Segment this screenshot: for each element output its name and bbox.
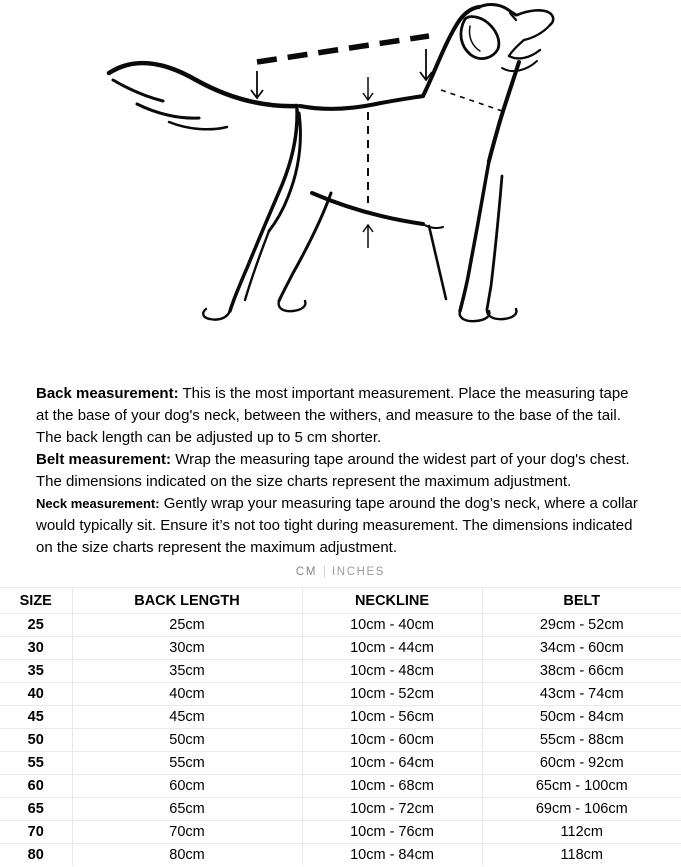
table-cell: 25 [0, 614, 72, 637]
measurement-instructions [36, 383, 645, 559]
measurement-paragraph [36, 493, 645, 559]
table-cell: 60cm [72, 775, 302, 798]
table-cell: 10cm - 68cm [302, 775, 482, 798]
neck-dashed-line [441, 90, 505, 112]
table-cell: 10cm - 76cm [302, 821, 482, 844]
table-cell: 29cm - 52cm [482, 614, 681, 637]
table-cell: 38cm - 66cm [482, 660, 681, 683]
table-cell: 55 [0, 752, 72, 775]
table-cell: 65 [0, 798, 72, 821]
table-cell: 10cm - 44cm [302, 637, 482, 660]
table-row [0, 637, 681, 660]
table-cell: 40 [0, 683, 72, 706]
measurement-text: Gently wrap your measuring tape around the dog’s neck, where a collar would typically sit. Ensure it’s not too tight during measurement. The dimensions indicated on the size charts represent the maximum adjustment. [36, 495, 638, 556]
size-chart-table [0, 587, 681, 866]
table-cell: 10cm - 84cm [302, 844, 482, 867]
table-cell: 45 [0, 706, 72, 729]
measurement-label: Belt measurement: [36, 451, 172, 468]
column-header: SIZE [0, 588, 72, 614]
table-cell: 10cm - 52cm [302, 683, 482, 706]
table-row [0, 660, 681, 683]
measurement-text: Wrap the measuring tape around the widest part of your dog's chest. The dimensions indicated on the size charts represent the maximum adjustment. [36, 451, 630, 490]
belt-bottom-arrow-icon [363, 225, 373, 248]
table-cell: 55cm - 88cm [482, 729, 681, 752]
table-cell: 10cm - 48cm [302, 660, 482, 683]
belt-top-arrow-icon [363, 77, 373, 100]
table-row [0, 752, 681, 775]
size-chart-body [0, 614, 681, 867]
dog-measurement-illustration [0, 0, 681, 372]
unit-toggle [0, 566, 681, 578]
column-header: NECKLINE [302, 588, 482, 614]
table-cell: 10cm - 40cm [302, 614, 482, 637]
table-cell: 80cm [72, 844, 302, 867]
table-cell: 10cm - 56cm [302, 706, 482, 729]
table-cell: 30 [0, 637, 72, 660]
measurement-label: Back measurement: [36, 385, 179, 402]
table-cell: 50cm - 84cm [482, 706, 681, 729]
table-row [0, 821, 681, 844]
table-cell: 10cm - 72cm [302, 798, 482, 821]
back-length-dashed-line [257, 36, 429, 62]
table-cell: 50cm [72, 729, 302, 752]
table-row [0, 775, 681, 798]
table-row [0, 683, 681, 706]
table-cell: 60 [0, 775, 72, 798]
table-cell: 60cm - 92cm [482, 752, 681, 775]
table-cell: 35cm [72, 660, 302, 683]
table-cell: 50 [0, 729, 72, 752]
table-cell: 34cm - 60cm [482, 637, 681, 660]
table-cell: 80 [0, 844, 72, 867]
unit-separator-icon: | [323, 566, 327, 578]
measurement-paragraph [36, 383, 645, 449]
table-cell: 10cm - 64cm [302, 752, 482, 775]
table-cell: 112cm [482, 821, 681, 844]
table-cell: 35 [0, 660, 72, 683]
table-cell: 30cm [72, 637, 302, 660]
header-row [0, 588, 681, 614]
table-cell: 55cm [72, 752, 302, 775]
table-cell: 25cm [72, 614, 302, 637]
table-cell: 65cm - 100cm [482, 775, 681, 798]
table-cell: 10cm - 60cm [302, 729, 482, 752]
table-cell: 45cm [72, 706, 302, 729]
table-row [0, 706, 681, 729]
column-header: BACK LENGTH [72, 588, 302, 614]
table-cell: 70 [0, 821, 72, 844]
table-cell: 43cm - 74cm [482, 683, 681, 706]
table-row [0, 729, 681, 752]
unit-option-cm[interactable]: CM [295, 566, 318, 578]
measurement-paragraph [36, 449, 645, 493]
table-row [0, 844, 681, 867]
table-row [0, 798, 681, 821]
table-cell: 40cm [72, 683, 302, 706]
table-cell: 69cm - 106cm [482, 798, 681, 821]
table-cell: 118cm [482, 844, 681, 867]
table-cell: 65cm [72, 798, 302, 821]
table-cell: 70cm [72, 821, 302, 844]
unit-option-inches[interactable]: INCHES [332, 566, 386, 578]
back-end-arrow-icon [420, 49, 432, 80]
measurement-text: This is the most important measurement. Place the measuring tape at the base of your dog's neck, between the withers, and measure to the base of the tail. The back length can be adjusted up to 5 cm shorter. [36, 385, 629, 446]
back-start-arrow-icon [251, 71, 263, 98]
column-header: BELT [482, 588, 681, 614]
measurement-label: Neck measurement: [36, 496, 160, 511]
table-row [0, 614, 681, 637]
